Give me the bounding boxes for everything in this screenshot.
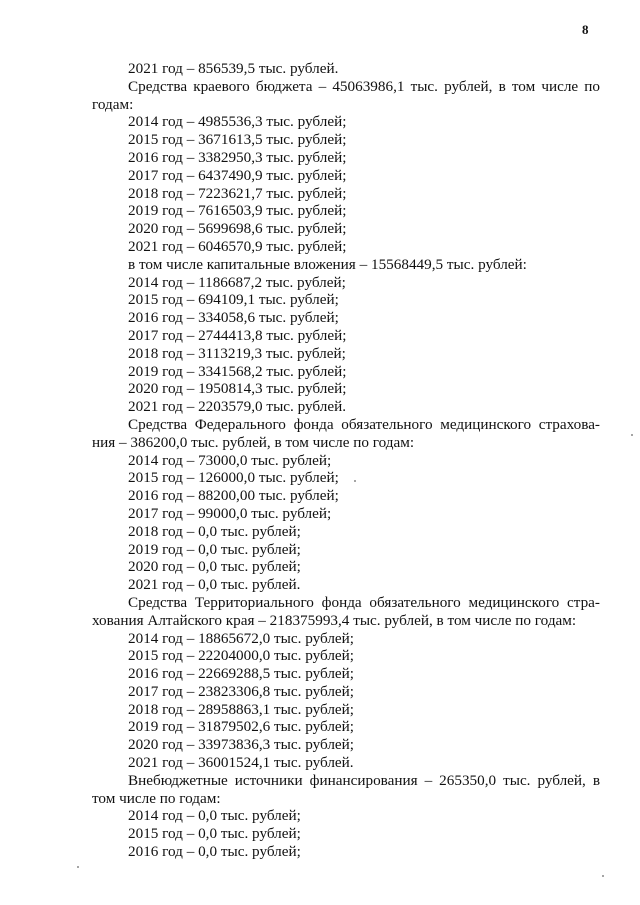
text-line: 2014 год – 1186687,2 тыс. рублей; (128, 273, 346, 291)
scan-speck (354, 480, 356, 482)
text-line: 2014 год – 73000,0 тыс. рублей; (128, 451, 332, 469)
text-line: годам: (92, 95, 134, 113)
text-line: 2018 год – 28958863,1 тыс. рублей; (128, 700, 355, 718)
text-line: 2021 год – 6046570,9 тыс. рублей; (128, 237, 347, 255)
text-line: 2019 год – 7616503,9 тыс. рублей; (128, 202, 347, 220)
scan-speck (631, 434, 633, 436)
document-body (92, 60, 600, 861)
text-line: 2021 год – 856539,5 тыс. рублей. (128, 60, 339, 77)
text-line: 2018 год – 0,0 тыс. рублей; (128, 522, 301, 540)
scan-speck (77, 866, 79, 868)
text-line: 2014 год – 4985536,3 тыс. рублей; (128, 113, 347, 131)
text-line: 2017 год – 23823306,8 тыс. рублей; (128, 682, 355, 700)
text-line: Средства Федерального фонда обязательного медицинского страхова- (128, 415, 600, 433)
text-line: 2015 год – 22204000,0 тыс. рублей; (128, 647, 355, 665)
text-line: 2016 год – 3382950,3 тыс. рублей; (128, 148, 347, 166)
text-line: 2015 год – 126000,0 тыс. рублей; (128, 469, 339, 487)
text-line: Средства краевого бюджета – 45063986,1 тыс. рублей, в том числе по (128, 77, 600, 95)
page-number: 8 (582, 22, 589, 37)
text-line: в том числе капитальные вложения – 15568449,5 тыс. рублей: (128, 255, 527, 273)
text-line: 2015 год – 0,0 тыс. рублей; (128, 825, 301, 843)
scan-speck (602, 875, 604, 877)
text-line: хования Алтайского края – 218375993,4 тыс. рублей, в том числе по годам: (92, 611, 577, 629)
text-line: 2018 год – 7223621,7 тыс. рублей; (128, 184, 347, 202)
text-line: 2016 год – 0,0 тыс. рублей; (128, 843, 301, 861)
text-line: 2019 год – 0,0 тыс. рублей; (128, 540, 301, 558)
text-line: 2017 год – 2744413,8 тыс. рублей; (128, 326, 347, 344)
text-line: 2018 год – 3113219,3 тыс. рублей; (128, 344, 346, 362)
text-line: 2019 год – 3341568,2 тыс. рублей; (128, 362, 347, 380)
text-line: 2020 год – 5699698,6 тыс. рублей; (128, 220, 347, 238)
text-line: 2014 год – 0,0 тыс. рублей; (128, 807, 301, 825)
text-line: 2016 год – 88200,00 тыс. рублей; (128, 487, 339, 505)
text-line: Внебюджетные источники финансирования – 265350,0 тыс. рублей, в (128, 771, 600, 789)
text-line: 2016 год – 334058,6 тыс. рублей; (128, 309, 339, 327)
text-line: 2020 год – 33973836,3 тыс. рублей; (128, 736, 355, 754)
text-line: 2021 год – 2203579,0 тыс. рублей. (128, 398, 346, 416)
text-line: 2020 год – 0,0 тыс. рублей; (128, 558, 301, 576)
text-line: 2020 год – 1950814,3 тыс. рублей; (128, 380, 347, 398)
text-line: 2017 год – 6437490,9 тыс. рублей; (128, 166, 347, 184)
text-line: 2016 год – 22669288,5 тыс. рублей; (128, 665, 355, 683)
text-line: 2021 год – 36001524,1 тыс. рублей. (128, 754, 354, 772)
text-line: ния – 386200,0 тыс. рублей, в том числе по годам: (92, 433, 415, 451)
text-line: 2019 год – 31879502,6 тыс. рублей; (128, 718, 355, 736)
text-line: 2017 год – 99000,0 тыс. рублей; (128, 504, 332, 522)
text-line: том числе по годам: (92, 789, 221, 807)
text-line: 2015 год – 694109,1 тыс. рублей; (128, 291, 339, 309)
text-line: 2021 год – 0,0 тыс. рублей. (128, 576, 301, 594)
text-line: 2014 год – 18865672,0 тыс. рублей; (128, 629, 355, 647)
text-line: Средства Территориального фонда обязательного медицинского стра- (128, 593, 600, 611)
text-line: 2015 год – 3671613,5 тыс. рублей; (128, 131, 347, 149)
